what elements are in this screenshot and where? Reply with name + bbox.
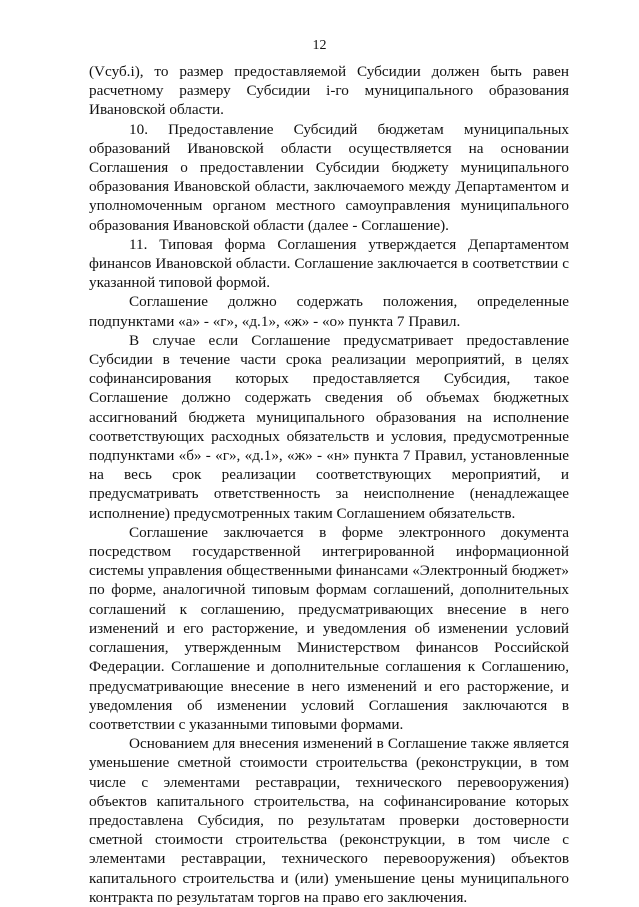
page-number: 12: [312, 38, 327, 53]
paragraph-electronic-document: Соглашение заключается в форме электронного документа посредством государственной интегрированной информационной системы управления общественными финансами «Электронный бюджет» по форме, аналогичной типовым формам соглашений, дополнительных соглашений к соглашению, предусматривающих внесение в него изменений и его расторжение, и уведомления об изменении условий соглашения, утвержденным Министерством финансов Российской Федерации. Соглашение и дополнительные соглашения к Соглашению, предусматривающие внесение в него изменений и его расторжение, и уведомления об изменении условий Соглашения заключаются в соответствии с указанными типовыми формами.: [89, 523, 569, 733]
document-body: [89, 62, 569, 907]
paragraph-10: 10. Предоставление Субсидий бюджетам муниципальных образований Ивановской области осуществляется на основании Соглашения о предоставлении Субсидии бюджету муниципального образования Ивановской области, заключаемого между Департаментом и уполномоченным органом местного самоуправления муниципального образования Ивановской области (далее - Соглашение).: [89, 120, 569, 234]
paragraph-partial-term: В случае если Соглашение предусматривает предоставление Субсидии в течение части срока реализации мероприятий, в целях софинансирования которых предоставляется Субсидия, такое Соглашение должно содержать сведения об объемах бюджетных ассигнований бюджета муниципального образования на исполнение соответствующих расходных обязательств и условия, предусмотренные подпунктами «б» - «г», «д.1», «ж» - «н» пункта 7 Правил, установленные на весь срок реализации соответствующих мероприятий, и предусматривать ответственность за неисполнение (ненадлежащее исполнение) предусмотренных таким Соглашением обязательств.: [89, 331, 569, 522]
paragraph-11: 11. Типовая форма Соглашения утверждается Департаментом финансов Ивановской области. Соглашение заключается в соответствии с указанной типовой формой.: [89, 235, 569, 292]
paragraph-amendment-grounds: Основанием для внесения изменений в Соглашение также является уменьшение сметной стоимости строительства (реконструкции, в том числе с элементами реставрации, технического перевооружения) объектов капитального строительства, на софинансирование которых предоставлена Субсидия, по результатам проверки достоверности сметной стоимости строительства (реконструкции, в том числе с элементами реставрации, технического перевооружения) объектов капитального строительства и (или) уменьшение цены муниципального контракта по результатам торгов на право его заключения.: [89, 735, 569, 906]
paragraph-continuation: (Vсуб.i), то размер предоставляемой Субсидии должен быть равен расчетному размеру Субсидии i-го муниципального образования Ивановской области.: [89, 63, 569, 119]
paragraph-agreement-provisions: Соглашение должно содержать положения, определенные подпунктами «а» - «г», «д.1», «ж» - «о» пункта 7 Правил.: [89, 293, 569, 330]
